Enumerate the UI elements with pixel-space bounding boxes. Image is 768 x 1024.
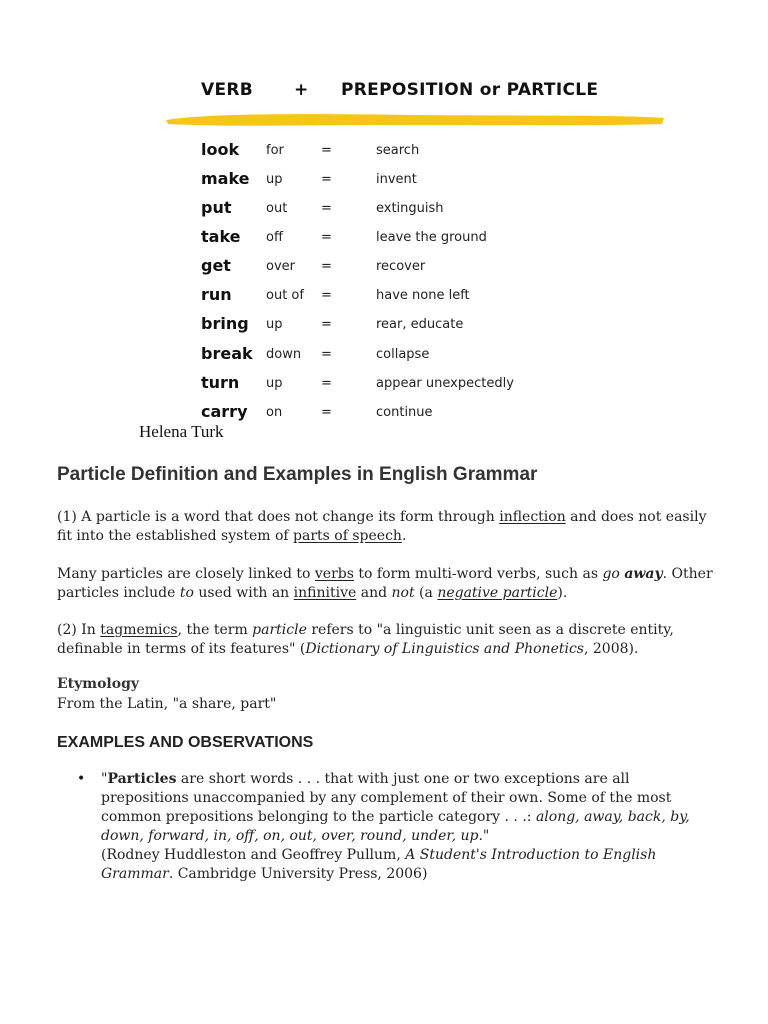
etymology-heading: Etymology [57, 676, 140, 692]
link-negative-particle[interactable]: negative particle [437, 585, 558, 601]
meaning-cell: collapse [376, 347, 430, 362]
meaning-cell: rear, educate [376, 317, 464, 332]
table-row [160, 169, 670, 195]
equals-cell: = [321, 143, 332, 158]
table-row [160, 256, 670, 282]
table-row [160, 140, 670, 166]
link-verbs[interactable]: verbs [314, 566, 354, 582]
meaning-cell: extinguish [376, 201, 444, 216]
equals-cell: = [321, 201, 332, 216]
header-preposition: PREPOSITION or PARTICLE [341, 80, 599, 100]
article [57, 464, 717, 882]
verb-cell: run [201, 285, 232, 304]
meaning-cell: invent [376, 172, 417, 187]
verb-cell: carry [201, 402, 248, 421]
bullet-text: "Particles are short words . . . that with just one or two exceptions are all prepositions unaccompanied by any complement of their own. Some of the most common prepositions belonging to the particle category . . .: along, away, back, by, down, forward, in, off, on, out, over, round, under, up." (Rodney Huddleston and Geoffrey Pullum, A Student's Introduction to English Grammar. Cambridge University Press, 2006) [101, 771, 690, 882]
table-row [160, 227, 670, 253]
verb-particle-figure [160, 72, 670, 432]
equals-cell: = [321, 230, 332, 245]
link-tagmemics[interactable]: tagmemics [100, 622, 178, 638]
author-name: Helena Turk [139, 422, 224, 441]
article-title: Particle Definition and Examples in English Grammar [57, 464, 538, 485]
particle-cell: on [266, 405, 283, 420]
link-parts-of-speech[interactable]: parts of speech [293, 528, 402, 544]
particle-cell: over [266, 259, 295, 274]
equals-cell: = [321, 259, 332, 274]
link-inflection[interactable]: inflection [499, 509, 566, 525]
table-row [160, 198, 670, 224]
verb-cell: make [201, 169, 250, 188]
table-row [160, 373, 670, 399]
verb-cell: turn [201, 373, 240, 392]
equals-cell: = [321, 288, 332, 303]
meaning-cell: continue [376, 405, 433, 420]
meaning-cell: search [376, 143, 420, 158]
meaning-cell: appear unexpectedly [376, 376, 514, 391]
table-row [160, 344, 670, 370]
equals-cell: = [321, 376, 332, 391]
verb-cell: put [201, 198, 232, 217]
particle-cell: up [266, 317, 283, 332]
verb-cell: look [201, 140, 240, 159]
particle-cell: up [266, 376, 283, 391]
paragraph-2: Many particles are closely linked to verbs to form multi-word verbs, such as go away. Other particles include to used with an infinitive and not (a negative particle). [57, 566, 713, 601]
particle-cell: up [266, 172, 283, 187]
yellow-brush-stroke [164, 110, 666, 130]
link-infinitive[interactable]: infinitive [293, 585, 357, 601]
paragraph-3: (2) In tagmemics, the term particle refers to "a linguistic unit seen as a discrete entity, definable in terms of its features" (Dictionary of Linguistics and Phonetics, 2008). [57, 622, 674, 657]
table-row [160, 314, 670, 340]
equals-cell: = [321, 405, 332, 420]
etymology-text: From the Latin, "a share, part" [57, 696, 277, 712]
equals-cell: = [321, 317, 332, 332]
table-row [160, 402, 670, 428]
particle-cell: down [266, 347, 302, 362]
bullet-dot: • [77, 771, 86, 787]
particle-cell: off [266, 230, 283, 245]
meaning-cell: have none left [376, 288, 470, 303]
header-verb: VERB [201, 80, 254, 100]
particle-cell: out of [266, 288, 304, 303]
verb-cell: get [201, 256, 231, 275]
paragraph-1: (1) A particle is a word that does not change its form through inflection and does not easily fit into the established system of parts of speech. [57, 509, 707, 544]
meaning-cell: recover [376, 259, 426, 274]
examples-heading: EXAMPLES AND OBSERVATIONS [57, 734, 314, 751]
verb-cell: break [201, 344, 253, 363]
equals-cell: = [321, 172, 332, 187]
particle-cell: out [266, 201, 288, 216]
equals-cell: = [321, 347, 332, 362]
particle-cell: for [266, 143, 284, 158]
verb-cell: bring [201, 314, 249, 333]
verb-cell: take [201, 227, 241, 246]
meaning-cell: leave the ground [376, 230, 487, 245]
header-plus: + [294, 80, 309, 100]
table-row [160, 285, 670, 311]
